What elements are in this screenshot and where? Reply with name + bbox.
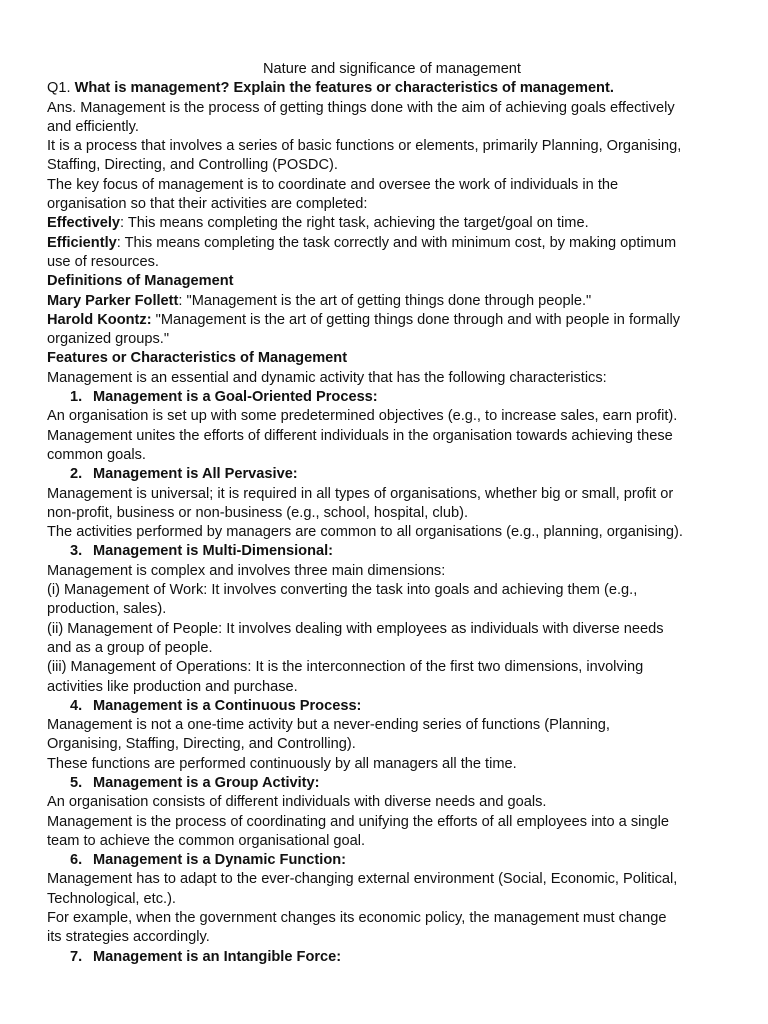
koontz-name: Harold Koontz: [47, 311, 152, 328]
answer-line: Staffing, Directing, and Controlling (POSDC). [47, 157, 338, 174]
efficiently-text-cont: use of resources. [47, 253, 159, 270]
feature-text-line: Management unites the efforts of different individuals in the organisation towards achieving these [47, 427, 673, 444]
follett-definition [47, 292, 737, 311]
feature-number: 6. [70, 852, 83, 869]
effectively-definition [47, 214, 737, 233]
feature-text-line: common goals. [47, 446, 146, 463]
question-prefix: Q1. [47, 80, 75, 97]
features-list [47, 388, 737, 967]
feature-text-line: Management has to adapt to the ever-changing external environment (Social, Economic, Political, [47, 871, 678, 888]
answer-line: It is a process that involves a series of basic functions or elements, primarily Planning, Organising, [47, 138, 682, 155]
feature-number: 3. [70, 543, 83, 560]
question-line [47, 79, 737, 98]
features-intro: Management is an essential and dynamic activity that has the following characteristics: [47, 369, 607, 386]
koontz-quote-cont: organized groups." [47, 331, 170, 348]
feature-text-line: Management is universal; it is required in all types of organisations, whether big or small, profit or [47, 485, 674, 502]
feature-text-line: Technological, etc.). [47, 890, 176, 907]
question-text: What is management? Explain the features or characteristics of management. [74, 80, 614, 97]
follett-quote: : "Management is the art of getting things done through people." [178, 292, 592, 309]
feature-text-line: Organising, Staffing, Directing, and Controlling). [47, 736, 356, 753]
definitions-heading: Definitions of Management [47, 273, 234, 290]
feature-number: 5. [70, 774, 83, 791]
feature-text-line: An organisation consists of different individuals with diverse needs and goals. [47, 794, 547, 811]
answer-line: Ans. Management is the process of getting things done with the aim of achieving goals effectively [47, 99, 675, 116]
feature-heading [47, 697, 737, 716]
feature-text-line: These functions are performed continuously by all managers all the time. [47, 755, 517, 772]
feature-text-line: (i) Management of Work: It involves converting the task into goals and achieving them (e.g., [47, 582, 638, 599]
answer-line: The key focus of management is to coordinate and oversee the work of individuals in the [47, 176, 619, 193]
feature-heading [47, 774, 737, 793]
feature-heading [47, 948, 737, 967]
feature-text-line: and as a group of people. [47, 639, 213, 656]
feature-heading [47, 465, 737, 484]
feature-text-line: (iii) Management of Operations: It is the interconnection of the first two dimensions, involving [47, 659, 644, 676]
document-page [47, 60, 737, 967]
feature-text-line: activities like production and purchase. [47, 678, 298, 695]
feature-text-line: For example, when the government changes its economic policy, the management must change [47, 910, 667, 927]
answer-line: organisation so that their activities are completed: [47, 196, 368, 213]
feature-title: Management is a Group Activity: [93, 774, 320, 791]
follett-name: Mary Parker Follett [47, 292, 179, 309]
feature-text-line: Management is complex and involves three main dimensions: [47, 562, 446, 579]
efficiently-text: : This means completing the task correctly and with minimum cost, by making optimum [116, 234, 677, 251]
answer-line: and efficiently. [47, 118, 139, 135]
feature-title: Management is an Intangible Force: [93, 948, 342, 965]
document-title: Nature and significance of management [263, 61, 521, 77]
efficiently-definition [47, 234, 737, 253]
koontz-definition [47, 311, 737, 330]
efficiently-term: Efficiently [47, 234, 117, 251]
feature-text-line: non-profit, business or non-business (e.g., school, hospital, club). [47, 504, 469, 521]
feature-text-line: The activities performed by managers are common to all organisations (e.g., planning, organising). [47, 524, 683, 541]
feature-text-line: team to achieve the common organisational goal. [47, 832, 366, 849]
effectively-text: : This means completing the right task, achieving the target/goal on time. [120, 215, 589, 232]
feature-text-line: An organisation is set up with some predetermined objectives (e.g., to increase sales, earn profit). [47, 408, 678, 425]
feature-heading [47, 542, 737, 561]
feature-heading [47, 388, 737, 407]
feature-text-line: its strategies accordingly. [47, 929, 210, 946]
feature-text-line: (ii) Management of People: It involves dealing with employees as individuals with diverse needs [47, 620, 664, 637]
features-heading: Features or Characteristics of Management [47, 350, 348, 367]
feature-text-line: production, sales). [47, 601, 167, 618]
koontz-quote: "Management is the art of getting things done through and with people in formally [151, 311, 681, 328]
feature-title: Management is a Dynamic Function: [93, 852, 347, 869]
effectively-term: Effectively [47, 215, 121, 232]
feature-text-line: Management is the process of coordinating and unifying the efforts of all employees into a single [47, 813, 669, 830]
feature-number: 1. [70, 389, 83, 406]
feature-title: Management is a Continuous Process: [93, 697, 362, 714]
feature-title: Management is a Goal-Oriented Process: [93, 389, 378, 406]
feature-number: 4. [70, 697, 83, 714]
feature-number: 7. [70, 948, 83, 965]
feature-number: 2. [70, 466, 83, 483]
feature-title: Management is Multi-Dimensional: [93, 543, 334, 560]
feature-text-line: Management is not a one-time activity but a never-ending series of functions (Planning, [47, 717, 610, 734]
feature-title: Management is All Pervasive: [93, 466, 298, 483]
feature-heading [47, 851, 737, 870]
